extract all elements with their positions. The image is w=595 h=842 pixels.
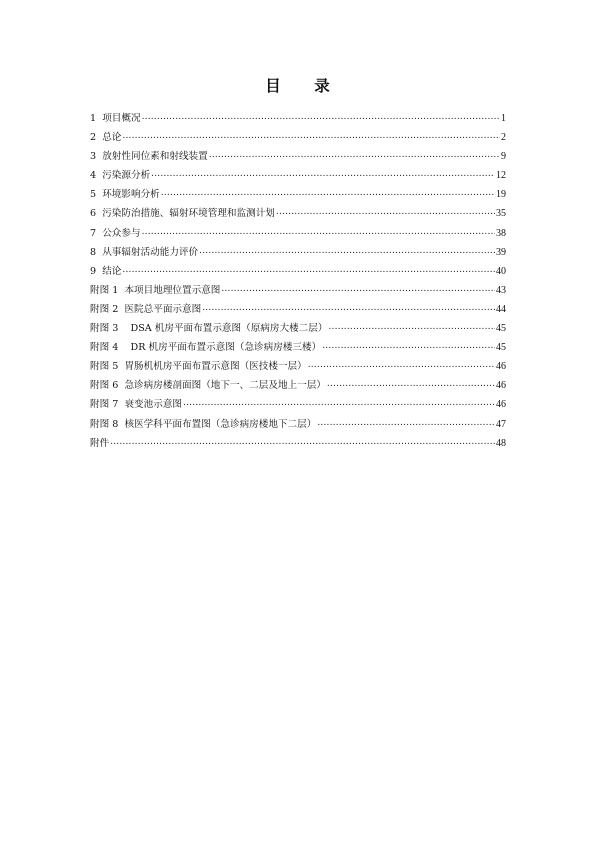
toc-entry-page-number: 48 <box>496 437 506 449</box>
dot-leader <box>110 432 495 451</box>
toc-entry-label: 4 污染源分析 <box>90 170 151 182</box>
toc-entry-label: 7 公众参与 <box>90 227 141 239</box>
toc-entry-label: 附图 1 本项目地理位置示意图 <box>90 284 221 296</box>
toc-entry-label: 9 结论 <box>90 265 122 277</box>
dot-leader <box>142 107 500 126</box>
toc-entry-page-number: 44 <box>496 303 506 315</box>
toc-entry-page-number: 39 <box>496 246 506 258</box>
toc-entry-page-number: 46 <box>496 399 506 411</box>
toc-list <box>90 109 506 453</box>
toc-entry-page-number: 46 <box>496 361 506 373</box>
toc-entry-page-number: 40 <box>496 265 506 277</box>
toc-entry-label: 3 放射性同位素和射线装置 <box>90 151 208 163</box>
toc-entry-page-number: 46 <box>496 380 506 392</box>
toc-entry-label: 附图 4 DR 机房平面布置示意图（急诊病房楼三楼） <box>90 342 322 354</box>
toc-entry-label: 附图 5 胃肠机机房平面布置示意图（医技楼一层） <box>90 361 307 373</box>
toc-entry-label: 附图 8 核医学科平面布置图（急诊病房楼地下二层） <box>90 418 317 430</box>
toc-entry-label: 5 环境影响分析 <box>90 189 160 201</box>
toc-entry-label: 附图 3 DSA 机房平面布置示意图（原病房大楼二层） <box>90 323 328 335</box>
toc-entry-page-number: 19 <box>496 189 506 201</box>
dot-leader <box>209 145 500 164</box>
toc-entry-label: 2 总论 <box>90 132 122 144</box>
toc-entry-label: 8 从事辐射活动能力评价 <box>90 246 199 258</box>
dot-leader <box>328 317 495 336</box>
dot-leader <box>199 241 495 260</box>
dot-leader <box>202 298 495 317</box>
toc-entry-label: 附图 6 急诊病房楼剖面图（地下一、二层及地上一层） <box>90 380 326 392</box>
dot-leader <box>151 164 495 183</box>
toc-entry-page-number: 43 <box>496 284 506 296</box>
dot-leader <box>322 336 495 355</box>
dot-leader <box>308 355 495 374</box>
dot-leader <box>327 374 495 393</box>
toc-entry-page-number: 38 <box>496 227 506 239</box>
dot-leader <box>183 393 495 412</box>
toc-entry-label: 附图 2 医院总平面示意图 <box>90 303 202 315</box>
dot-leader <box>142 222 495 241</box>
toc-entry-page-number: 1 <box>501 113 506 124</box>
dot-leader <box>122 126 500 145</box>
toc-entry-page-number: 45 <box>496 342 506 354</box>
toc-entry-label: 1 项目概况 <box>90 113 141 124</box>
toc-entry-page-number: 47 <box>496 418 506 430</box>
dot-leader <box>221 279 495 298</box>
toc-entry-label: 附图 7 衰变池示意图 <box>90 399 183 411</box>
toc-entry-page-number: 45 <box>496 323 506 335</box>
dot-leader <box>122 260 495 279</box>
toc-title: 目 录 <box>265 76 344 95</box>
toc-entry-page-number: 12 <box>496 170 506 182</box>
toc-entry-label: 附件 <box>90 437 110 449</box>
toc-entry-label: 6 污染防治措施、辐射环境管理和监测计划 <box>90 208 275 220</box>
dot-leader <box>161 183 495 202</box>
dot-leader <box>276 202 495 221</box>
toc-entry-page-number: 9 <box>501 151 506 163</box>
toc-entry[interactable] <box>90 434 506 453</box>
toc-entry-page-number: 35 <box>496 208 506 220</box>
dot-leader <box>317 413 495 432</box>
toc-entry-page-number: 2 <box>501 132 506 144</box>
